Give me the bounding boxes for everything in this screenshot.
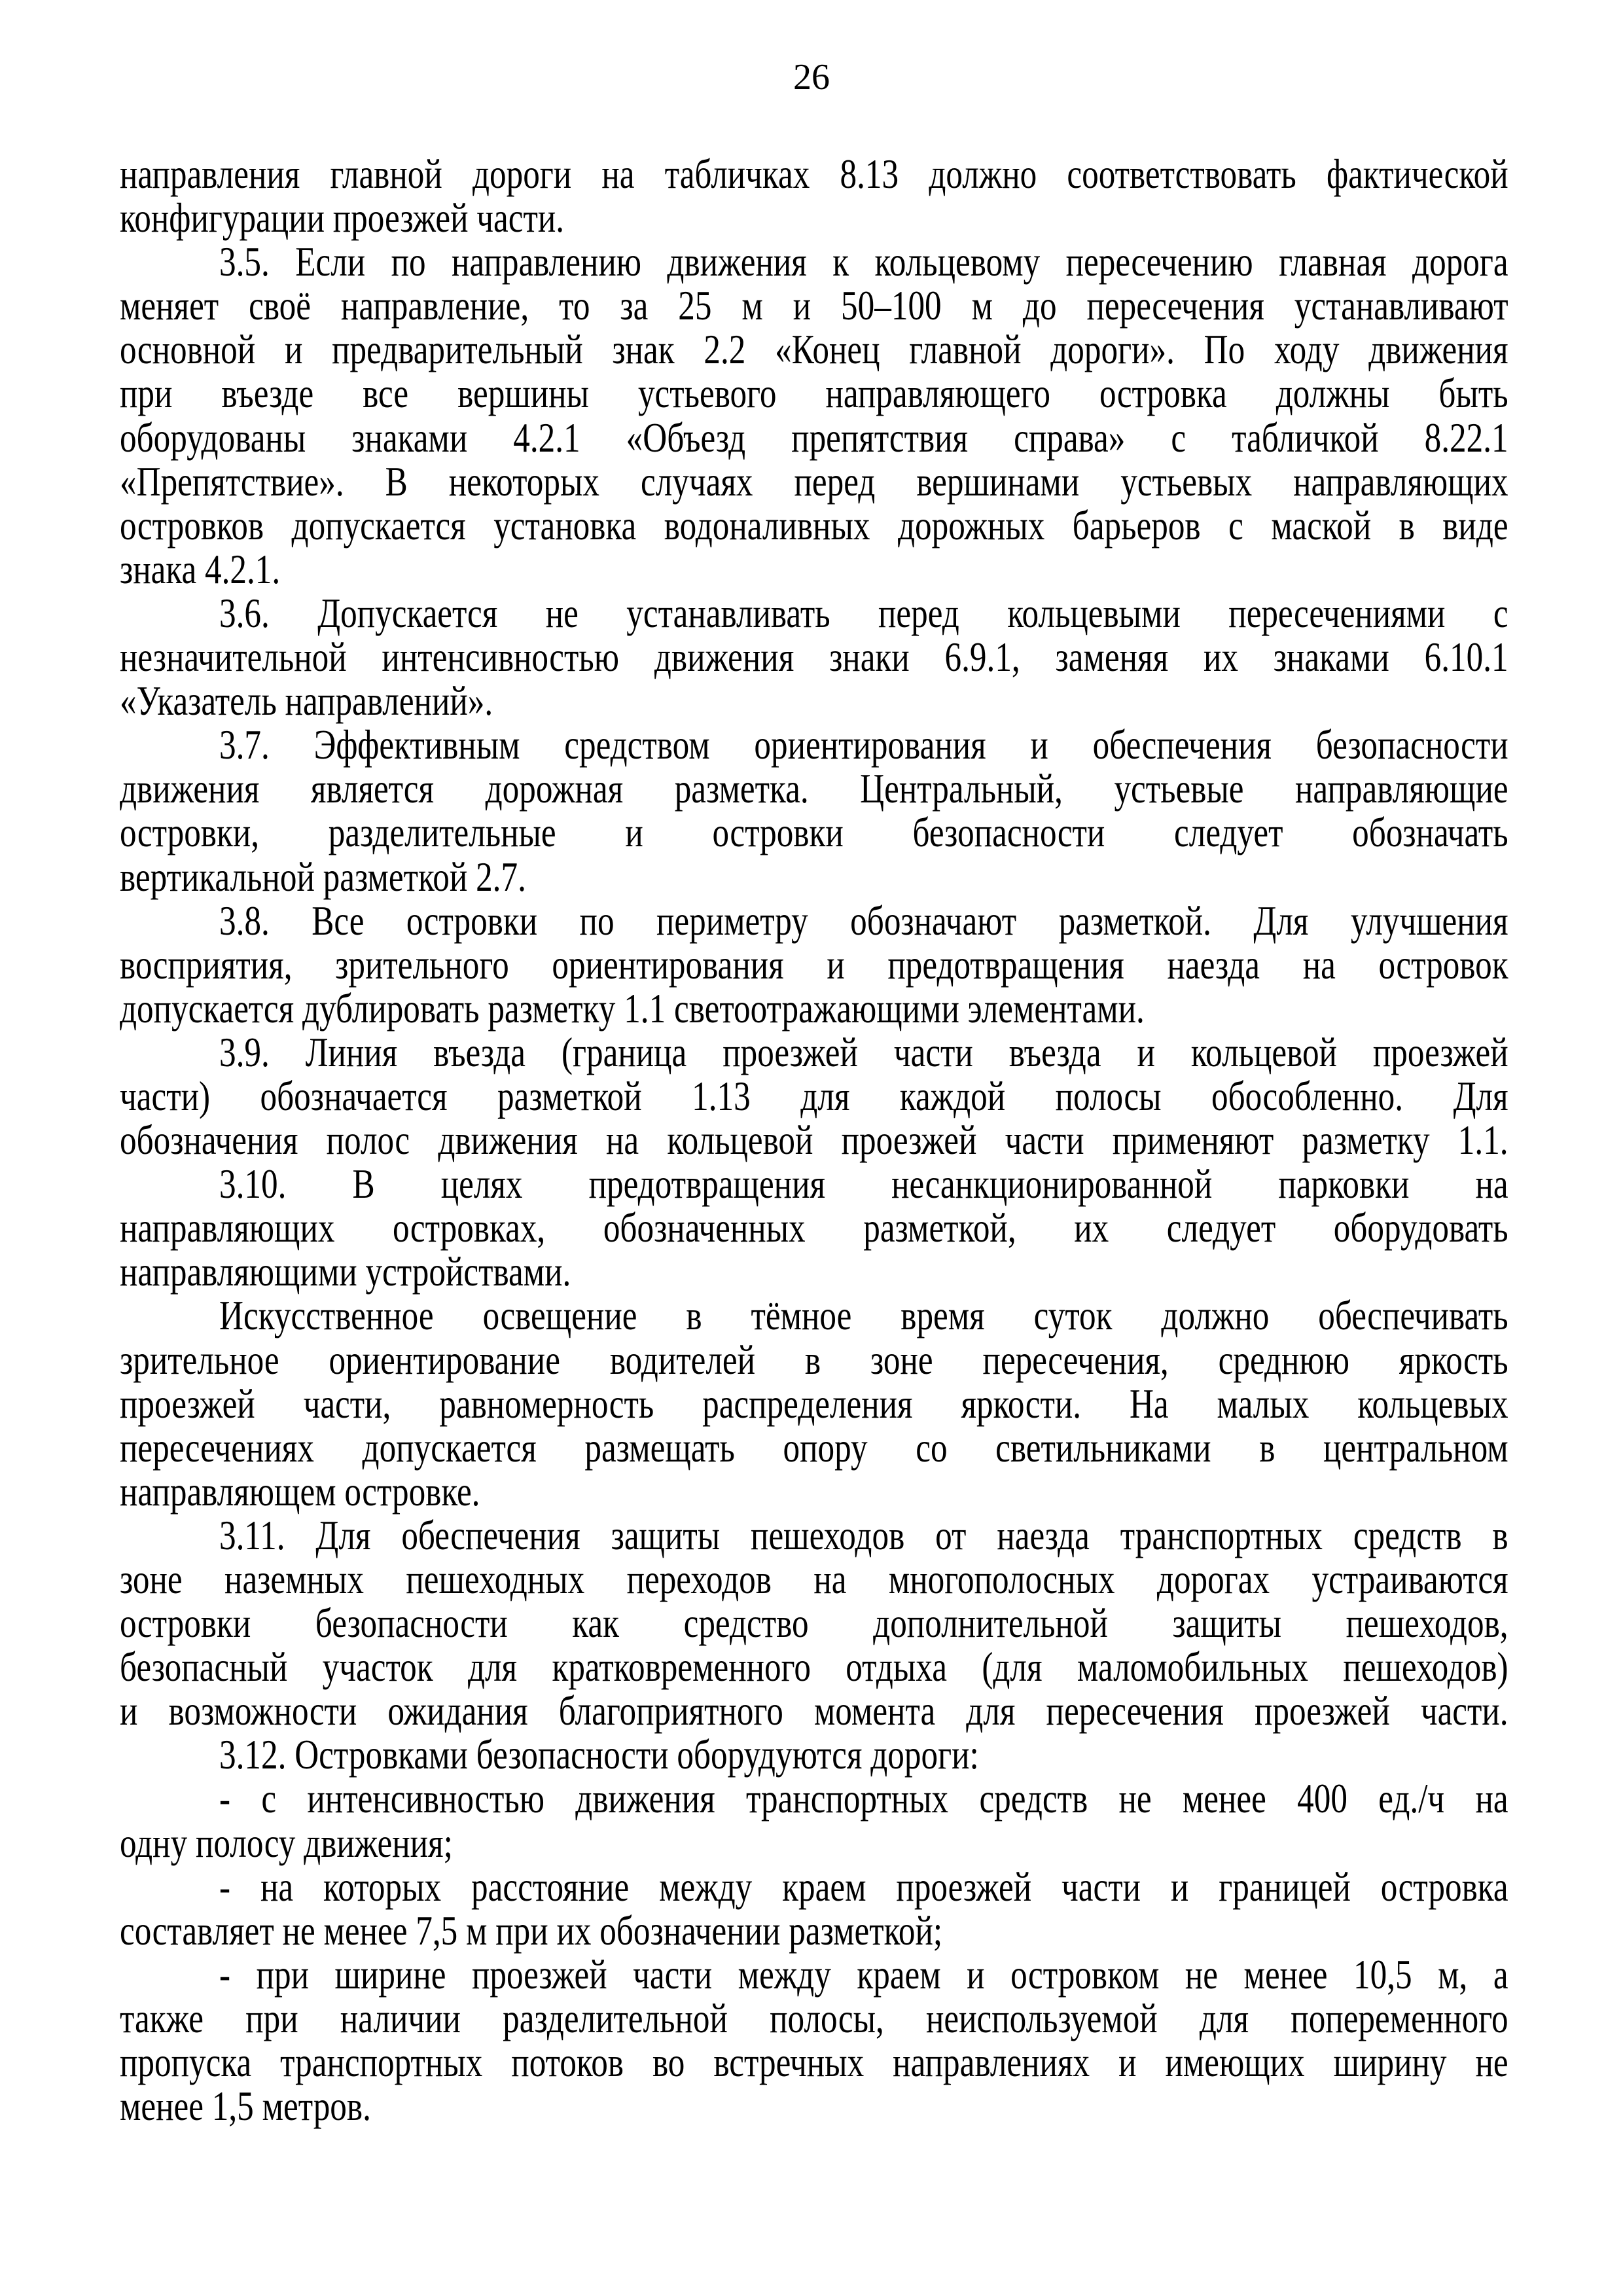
text-line: зрительное ориентирование водителей в зоне пересечения, среднюю яркость	[120, 1336, 1508, 1383]
paragraph-3-10: 3.10. В целях предотвращения несанкционированной парковки на	[219, 1160, 1508, 1208]
text-line: незначительной интенсивностью движения знаки 6.9.1, заменяя их знаками 6.10.1	[120, 634, 1508, 681]
paragraph-3-5: 3.5. Если по направлению движения к кольцевому пересечению главная дорога	[219, 238, 1508, 285]
text-line: части) обозначается разметкой 1.13 для каждой полосы обособленно. Для	[120, 1072, 1508, 1119]
text-line: направляющими устройствами.	[120, 1248, 571, 1295]
text-line: оборудованы знаками 4.2.1 «Объезд препятствия справа» с табличкой 8.22.1	[120, 414, 1508, 461]
text-line: «Препятствие». В некоторых случаях перед вершинами устьевых направляющих	[120, 457, 1508, 505]
text-line: направляющих островках, обозначенных разметкой, их следует оборудовать	[120, 1204, 1508, 1251]
text-line: составляет не менее 7,5 м при их обозначении разметкой;	[120, 1907, 943, 1954]
page-number: 26	[793, 57, 830, 98]
paragraph-lighting: Искусственное освещение в тёмное время суток должно обеспечивать	[219, 1292, 1508, 1339]
text-line: направляющем островке.	[120, 1467, 480, 1515]
text-line: конфигурации проезжей части.	[120, 194, 565, 242]
text-line: островки, разделительные и островки безопасности следует обозначать	[120, 809, 1508, 856]
text-line: «Указатель направлений».	[120, 677, 493, 725]
text-line: меняет своё направление, то за 25 м и 50–100 м до пересечения устанавливают	[120, 282, 1508, 329]
text-line: зоне наземных пешеходных переходов на многополосных дорогах устраиваются	[120, 1556, 1508, 1602]
text-line: и возможности ожидания благоприятного момента для пересечения проезжей части.	[120, 1687, 1508, 1734]
text-line: движения является дорожная разметка. Центральный, устьевые направляющие	[120, 765, 1508, 812]
list-item: - с интенсивностью движения транспортных средств не менее 400 ед./ч на	[219, 1775, 1508, 1822]
paragraph-3-11: 3.11. Для обеспечения защиты пешеходов от наезда транспортных средств в	[219, 1511, 1508, 1558]
text-line: проезжей части, равномерность распределения яркости. На малых кольцевых	[120, 1380, 1508, 1427]
text-line: при въезде все вершины устьевого направляющего островка должны быть	[120, 370, 1508, 417]
list-item: - при ширине проезжей части между краем и островком не менее 10,5 м, а	[219, 1950, 1508, 1998]
paragraph-3-6: 3.6. Допускается не устанавливать перед кольцевыми пересечениями с	[219, 589, 1508, 636]
text-line: направления главной дороги на табличках 8.13 должно соответствовать фактической	[120, 151, 1508, 197]
text-line: допускается дублировать разметку 1.1 светоотражающими элементами.	[120, 984, 1145, 1031]
text-line: островков допускается установка водоналивных дорожных барьеров с маской в виде	[120, 501, 1508, 548]
list-item: - на которых расстояние между краем проезжей части и границей островка	[219, 1863, 1508, 1910]
paragraph-3-9: 3.9. Линия въезда (граница проезжей части въезда и кольцевой проезжей	[219, 1028, 1508, 1075]
text-line: пересечениях допускается размещать опору со светильниками в центральном	[120, 1424, 1508, 1471]
text-line: знака 4.2.1.	[120, 545, 281, 592]
paragraph-3-12: 3.12. Островками безопасности оборудуются дороги:	[219, 1731, 979, 1778]
text-line: безопасный участок для кратковременного отдыха (для маломобильных пешеходов)	[120, 1643, 1508, 1691]
text-line: также при наличии разделительной полосы, неиспользуемой для попеременного	[120, 1994, 1508, 2041]
document-body	[120, 152, 1508, 2128]
text-line: обозначения полос движения на кольцевой проезжей части применяют разметку 1.1.	[120, 1117, 1508, 1164]
text-line: основной и предварительный знак 2.2 «Конец главной дороги». По ходу движения	[120, 326, 1508, 373]
text-line: островки безопасности как средство дополнительной защиты пешеходов,	[120, 1600, 1508, 1647]
text-line: восприятия, зрительного ориентирования и предотвращения наезда на островок	[120, 941, 1508, 988]
text-line: одну полосу движения;	[120, 1819, 453, 1866]
paragraph-3-7: 3.7. Эффективным средством ориентирования и обеспечения безопасности	[219, 721, 1508, 768]
text-line: пропуска транспортных потоков во встречных направлениях и имеющих ширину не	[120, 2039, 1508, 2086]
paragraph-3-8: 3.8. Все островки по периметру обозначают разметкой. Для улучшения	[219, 897, 1508, 944]
text-line: менее 1,5 метров.	[120, 2083, 371, 2130]
text-line: вертикальной разметкой 2.7.	[120, 853, 526, 900]
